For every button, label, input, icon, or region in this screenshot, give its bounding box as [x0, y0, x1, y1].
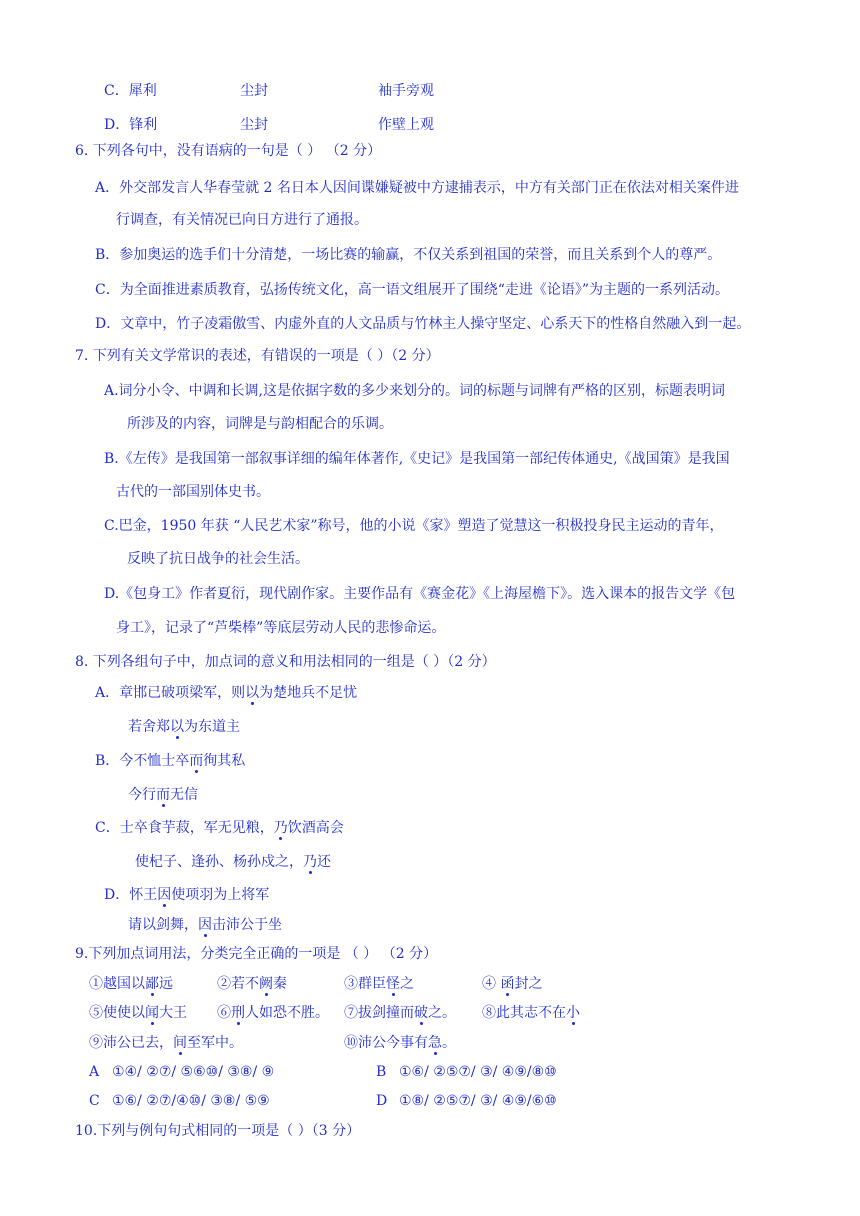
q9-item-10-dotted-word: 急	[428, 1035, 442, 1051]
q8-c2-post: 还	[317, 854, 331, 870]
q7-option-d-line1: D.《包身工》作者夏衍，现代剧作家。主要作品有《赛金花》《上海屋檐下》。选入课本的报告文学《包	[104, 586, 736, 602]
q9-item-2-post: 秦	[273, 976, 287, 992]
q8-b2-pre: 今行	[128, 787, 156, 803]
q7-option-c-line2: 反映了抗日战争的社会生活。	[127, 551, 309, 567]
q9-item-1-pre: ①越国以	[89, 976, 145, 992]
q9-item-8	[482, 1003, 580, 1023]
q8-c1-pre: C．士卒食芋菽，军无见粮，	[95, 820, 274, 836]
q8-option-d-line2	[128, 915, 282, 935]
q9-option-c-text: ①⑥/ ②⑦/④⑩/ ③⑧/ ⑤⑨	[112, 1093, 270, 1109]
q9-option-d-text: ①⑧/ ②⑤⑦/ ③/ ④⑨/⑥⑩	[399, 1093, 557, 1109]
q9-option-a-text: ①④/ ②⑦/ ⑤⑥⑩/ ③⑧/ ⑨	[112, 1064, 275, 1080]
q9-item-1-dotted-word: 鄙	[145, 976, 159, 992]
q8-a1-dotted-word: 以	[245, 685, 260, 701]
q9-item-5	[89, 1003, 187, 1023]
q8-d1-post: 使项羽为上将军	[171, 887, 270, 903]
q8-b2-post: 无信	[170, 787, 198, 803]
q9-item-7-pre: ⑦拔剑撞而	[344, 1005, 414, 1021]
q5-option-c-label: C．犀利	[104, 83, 157, 99]
q9-item-2	[217, 974, 287, 994]
q6-option-b: B．参加奥运的选手们十分清楚，一场比赛的输赢，不仅关系到祖国的荣誉，而且关系到个人的尊严。	[95, 247, 722, 263]
q6-option-a-line2: 行调查，有关情况已向日方进行了通报。	[116, 212, 368, 228]
q9-item-5-post: 大王	[159, 1005, 187, 1021]
q8-option-a-line1	[95, 683, 357, 703]
q8-b1-dotted-word: 而	[189, 753, 204, 769]
q5-option-c-word2: 尘封	[240, 83, 268, 99]
q6-stem: 6. 下列各句中，没有语病的一句是（ ） （2 分）	[75, 143, 382, 159]
q8-d2-post: 击沛公于坐	[212, 917, 282, 933]
q9-option-c-letter: C	[89, 1093, 100, 1109]
q9-item-5-dotted-word: 闻	[145, 1005, 159, 1021]
q8-option-a-line2	[128, 717, 240, 737]
q8-a2-post: 为东道主	[184, 719, 240, 735]
q5-option-c-word3: 袖手旁观	[378, 83, 434, 99]
q9-item-2-pre: ②若不	[217, 976, 259, 992]
q5-option-d-word3: 作壁上观	[378, 117, 434, 133]
q8-c1-post: 饮酒高会	[287, 820, 344, 836]
q9-item-8-dotted-word: 小	[566, 1005, 580, 1021]
q9-item-9-post: 至军中。	[187, 1035, 243, 1051]
q8-c2-dotted-word: 乃	[303, 854, 317, 870]
q9-option-b-letter: B	[376, 1064, 387, 1080]
q6-option-c: C．为全面推进素质教育，弘扬传统文化，高一语文组展开了围绕“走进《论语》”为主题的一系列活动。	[95, 282, 730, 298]
q9-item-6-post: 人如恐不胜。	[245, 1005, 329, 1021]
q9-option-b-text: ①⑥/ ②⑤⑦/ ③/ ④⑨/⑧⑩	[399, 1064, 557, 1080]
q7-option-c-line1: C.巴金，1950 年获 “人民艺术家”称号，他的小说《家》塑造了觉慧这一积极投身民主运动的青年，	[104, 518, 724, 534]
q9-stem: 9.下列加点词用法，分类完全正确的一项是 （ ） （2 分）	[75, 946, 438, 962]
q9-item-7-dotted-word: 破	[414, 1005, 428, 1021]
q9-item-3	[344, 974, 414, 994]
q9-option-d-letter: D	[376, 1093, 388, 1109]
q9-item-1	[89, 974, 173, 994]
q8-d1-dotted-word: 因	[157, 887, 172, 903]
q10-stem: 10.下列与例句句式相同的一项是（ ）（3 分）	[75, 1123, 361, 1139]
q9-item-3-dotted-word: 怪	[386, 976, 400, 992]
q7-stem: 7. 下列有关文学常识的表述，有错误的一项是（ ）（2 分）	[75, 348, 440, 364]
q7-option-a-line2: 所涉及的内容，词牌是与韵相配合的乐调。	[127, 416, 393, 432]
q9-item-10-post: 。	[442, 1035, 456, 1051]
q9-item-4-dotted-word: 函	[500, 976, 515, 992]
q5-option-d-label: D．锋利	[104, 117, 158, 133]
q7-option-a-line1: A.词分小令、中调和长调,这是依据字数的多少来划分的。词的标题与词牌有严格的区别，标题表明词	[104, 383, 726, 399]
q9-item-10	[344, 1033, 456, 1053]
q7-option-b-line2: 古代的一部国别体史书。	[116, 484, 270, 500]
q9-item-2-dotted-word: 阙	[259, 976, 273, 992]
q8-stem: 8. 下列各组句子中，加点词的意义和用法相同的一组是（ ）（2 分）	[75, 654, 496, 670]
q5-option-d-word2: 尘封	[240, 117, 268, 133]
q9-item-9-dotted-word: 间	[173, 1035, 187, 1051]
q9-item-4-pre: ④	[482, 976, 501, 992]
q6-option-d: D．文章中，竹子凌霜傲雪、内虚外直的人文品质与竹林主人操守坚定、心系天下的性格自然融入到一起。	[95, 316, 751, 332]
q9-item-5-pre: ⑤使使以	[89, 1005, 145, 1021]
q8-a1-post: 为楚地兵不足忧	[259, 685, 358, 701]
q8-d2-pre: 请以剑舞，	[128, 917, 198, 933]
q8-option-b-line2	[128, 785, 198, 805]
q8-option-c-line2	[135, 852, 331, 872]
q9-item-6-pre: ⑥	[217, 1005, 231, 1021]
q9-item-10-pre: ⑩沛公今事有	[344, 1035, 428, 1051]
q8-a2-pre: 若舍郑	[128, 719, 170, 735]
q9-item-9-pre: ⑨沛公已去，	[89, 1035, 173, 1051]
q9-item-3-post: 之	[400, 976, 414, 992]
q8-d2-dotted-word: 因	[198, 917, 212, 933]
q8-c1-dotted-word: 乃	[273, 820, 288, 836]
q8-a2-dotted-word: 以	[170, 719, 184, 735]
q8-b1-post: 徇其私	[203, 753, 246, 769]
q8-b1-pre: B．今不恤士卒	[95, 753, 190, 769]
q6-option-a-line1: A．外交部发言人华春莹就 2 名日本人因间谍嫌疑被中方逮捕表示，中方有关部门正在依法对相关案件进	[95, 180, 739, 196]
q8-d1-pre: D．怀王	[104, 887, 158, 903]
q9-item-6	[217, 1003, 329, 1023]
q8-option-d-line1	[104, 885, 269, 905]
q9-item-1-post: 远	[159, 976, 173, 992]
q9-item-9	[89, 1033, 243, 1053]
q9-item-3-pre: ③群臣	[344, 976, 386, 992]
q9-item-8-pre: ⑧此其志不在	[482, 1005, 566, 1021]
q9-item-4	[482, 974, 542, 994]
q7-option-d-line2: 身工》，记录了“芦柴棒”等底层劳动人民的悲惨命运。	[116, 620, 446, 636]
q8-c2-pre: 使杞子、逢孙、杨孙戍之，	[135, 854, 303, 870]
q7-option-b-line1: B.《左传》是我国第一部叙事详细的编年体著作,《史记》是我国第一部纪传体通史,《战国策》是我国	[104, 451, 730, 467]
q9-item-6-dotted-word: 刑	[231, 1005, 245, 1021]
q9-item-7-post: 之。	[428, 1005, 456, 1021]
q8-option-c-line1	[95, 818, 344, 838]
q9-item-4-post: 封之	[514, 976, 543, 992]
q8-b2-dotted-word: 而	[156, 787, 170, 803]
q8-option-b-line1	[95, 751, 245, 771]
q9-option-a-letter: A	[89, 1064, 100, 1080]
q9-item-7	[344, 1003, 456, 1023]
q8-a1-pre: A．章邯已破项梁军，则	[95, 685, 246, 701]
